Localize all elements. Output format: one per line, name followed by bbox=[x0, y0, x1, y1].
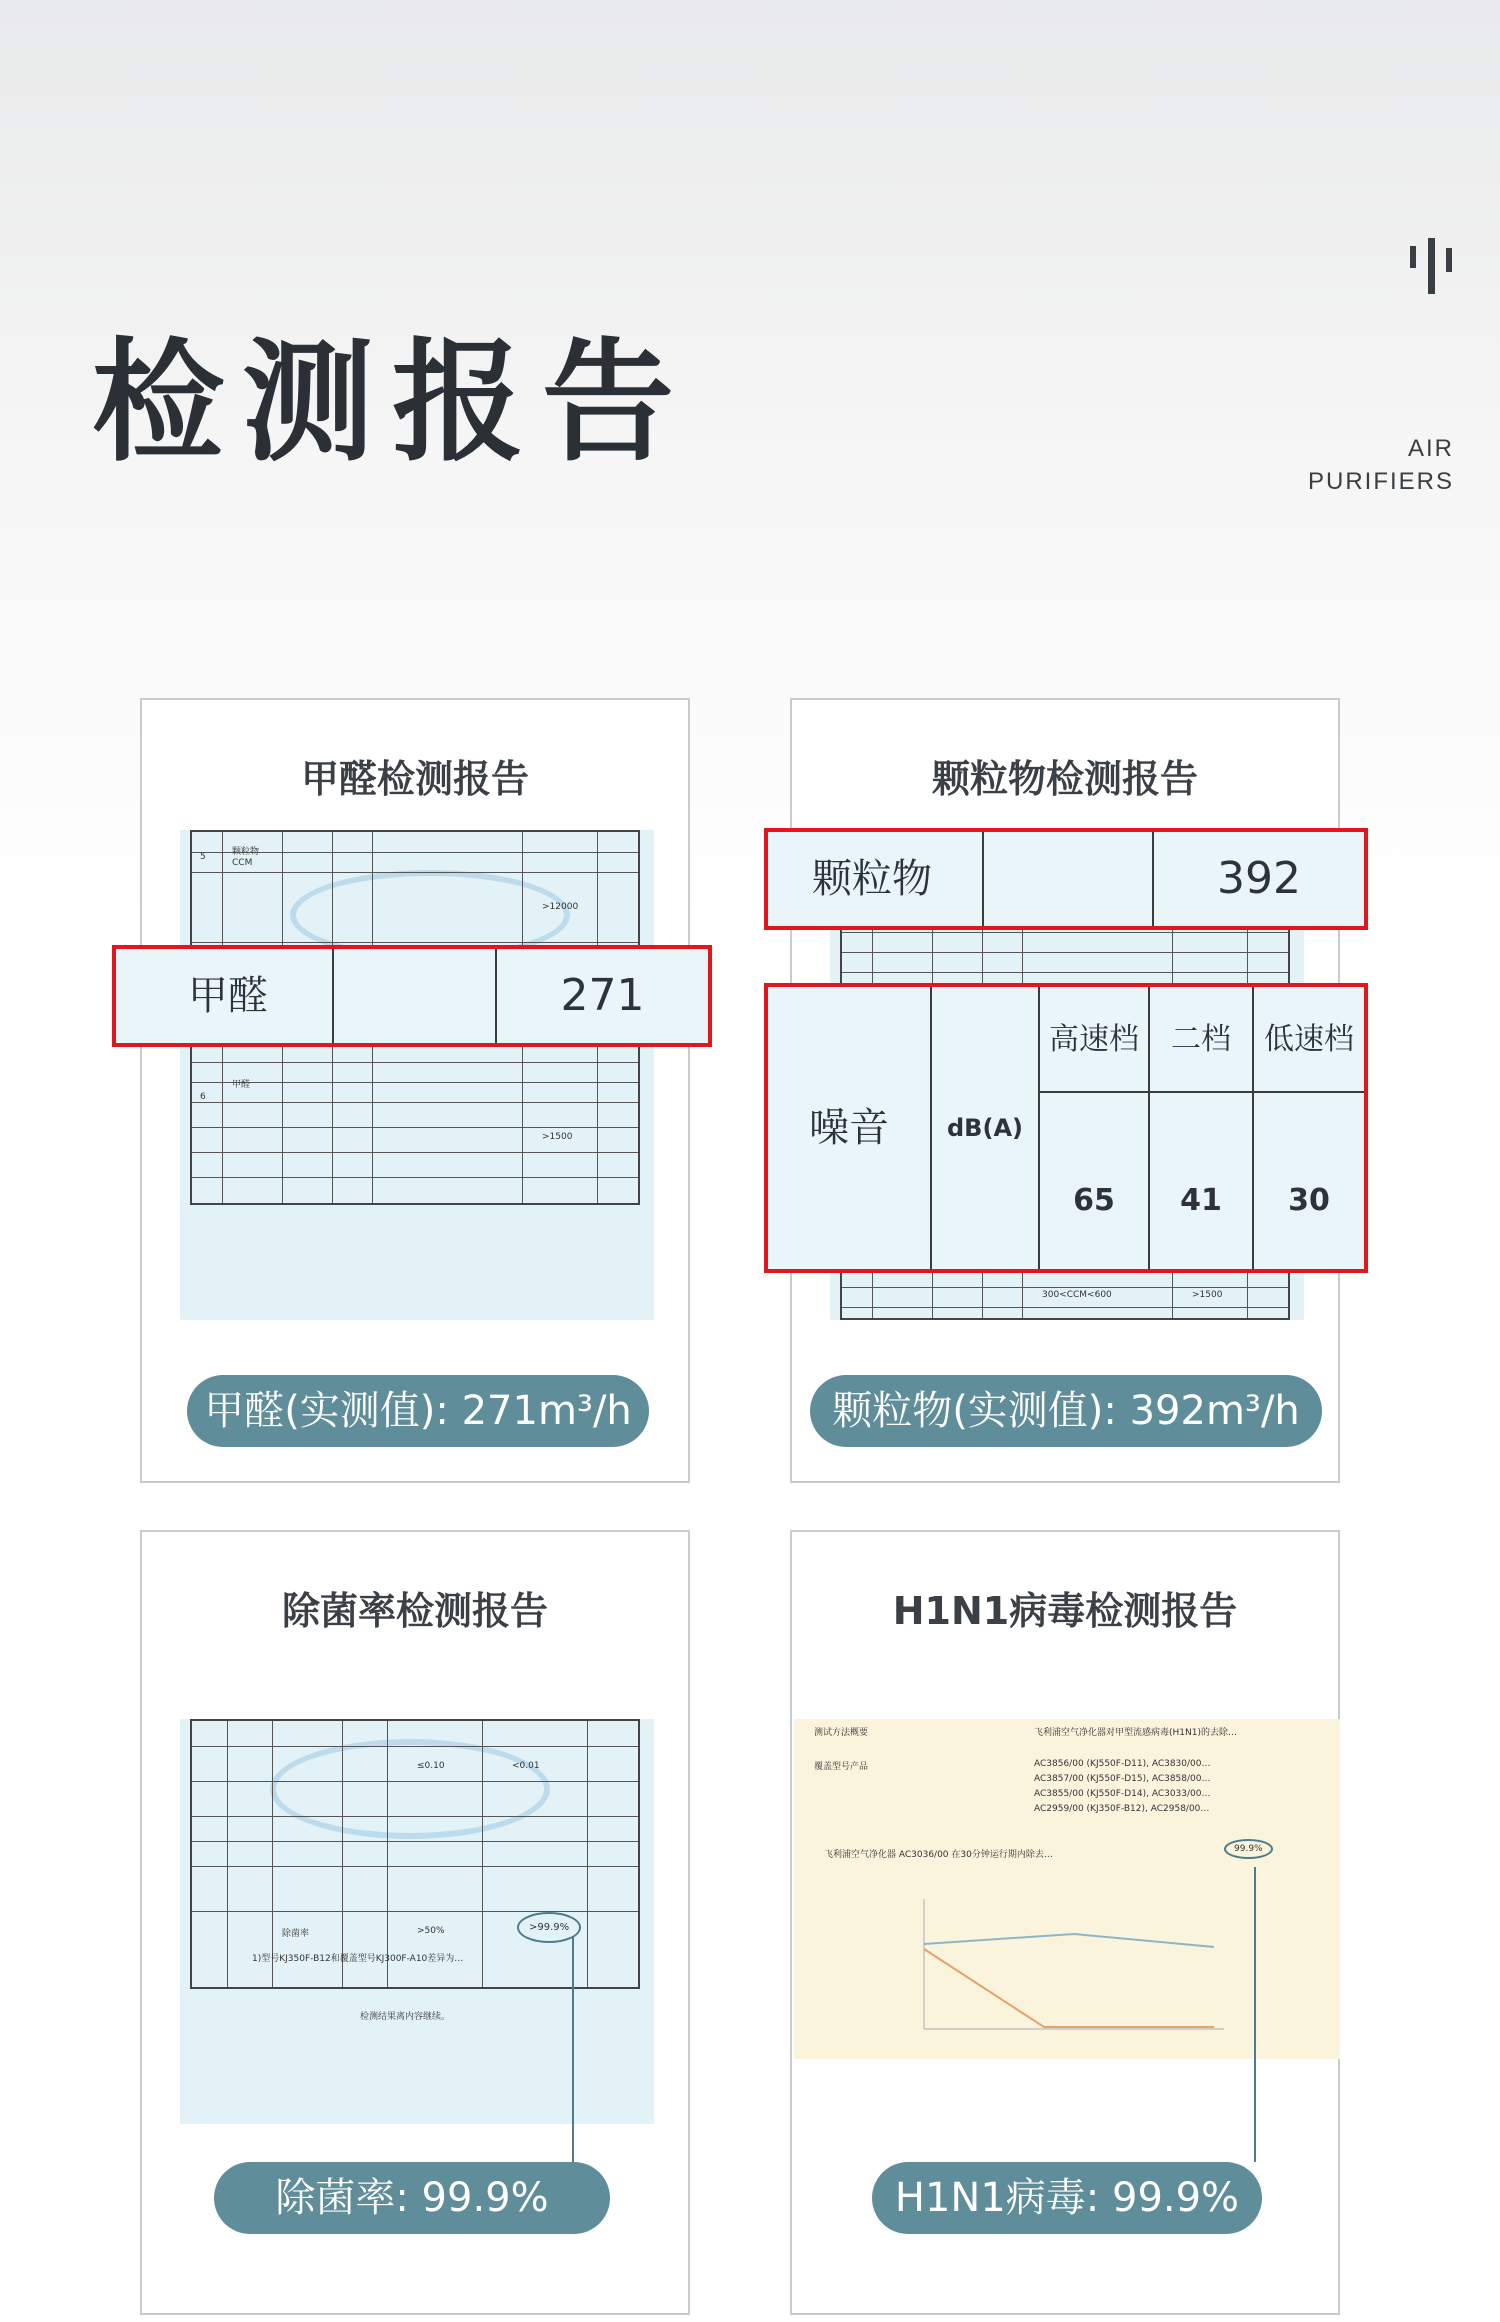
report-table: 颗粒物 CCM >12000 甲醛 >1500 6 5 bbox=[190, 830, 640, 1205]
formaldehyde-label: 甲醛 bbox=[116, 949, 334, 1043]
card-title: 颗粒物检测报告 bbox=[931, 757, 1198, 801]
report-card-formaldehyde[interactable] bbox=[140, 698, 690, 1483]
reduction-line-chart bbox=[914, 1889, 1234, 2039]
card-title: H1N1病毒检测报告 bbox=[892, 1589, 1238, 1633]
report-document-image: 测试方法概要 飞利浦空气净化器对甲型流感病毒(H1N1)的去除… 覆盖型号产品 AC3856/00 (KJ550F-D11), AC3830/00… AC3857/00 (KJ550F-D15), AC3858/00… AC3855/00 (KJ550F-D14), AC3033/00… AC2959/00 (KJ350F-B12), AC2958/00… 飞利浦空气净化器 AC3036/00 在30分钟运行期内除去… 99.9% bbox=[794, 1719, 1340, 2059]
formaldehyde-value: 271 bbox=[560, 970, 645, 1021]
card-title: 甲醛检测报告 bbox=[300, 757, 529, 801]
noise-value-low: 30 bbox=[1288, 1183, 1330, 1218]
formaldehyde-result-pill: 甲醛(实测值): 271m³/h bbox=[187, 1375, 649, 1447]
report-table: 除菌率 >50% ≤0.10 <0.01 1)型号KJ350F-B12和覆盖型号KJ300F-A10差异为… bbox=[190, 1719, 640, 1989]
report-card-h1n1[interactable] bbox=[790, 1530, 1340, 2315]
h1n1-result-pill: H1N1病毒: 99.9% bbox=[872, 2162, 1262, 2234]
noise-header-high: 高速档 bbox=[1040, 987, 1150, 1091]
circled-value: >99.9% bbox=[517, 1912, 581, 1943]
sterilization-result-pill: 除菌率: 99.9% bbox=[214, 2162, 610, 2234]
brand-subtitle bbox=[1308, 432, 1454, 498]
particulate-highlight-row bbox=[764, 828, 1368, 930]
noise-header-row bbox=[1040, 987, 1364, 1093]
report-card-particulate[interactable] bbox=[790, 698, 1354, 1483]
report-table: >1500 300<CCM<600 bbox=[840, 830, 1290, 1320]
empty-cell bbox=[984, 832, 1154, 926]
report-document-image: 除菌率 >50% ≤0.10 <0.01 1)型号KJ350F-B12和覆盖型号KJ300F-A10差异为… >99.9% 检测结果离内容继续。 bbox=[180, 1719, 654, 2124]
subtitle-line-1: AIR bbox=[1407, 435, 1454, 462]
particulate-value: 392 bbox=[1217, 853, 1301, 904]
noise-value-high: 65 bbox=[1040, 1093, 1150, 1269]
card-title: 除菌率检测报告 bbox=[281, 1589, 548, 1633]
noise-value-row bbox=[1040, 1093, 1364, 1269]
bar-logo-icon bbox=[1408, 238, 1456, 294]
empty-cell bbox=[334, 949, 497, 1043]
noise-header-low: 低速档 bbox=[1264, 1022, 1354, 1057]
subtitle-line-2: PURIFIERS bbox=[1307, 468, 1454, 495]
callout-line bbox=[1254, 1867, 1256, 2162]
particulate-result-pill: 颗粒物(实测值): 392m³/h bbox=[810, 1375, 1322, 1447]
report-card-sterilization[interactable] bbox=[140, 1530, 690, 2315]
callout-line bbox=[572, 1937, 574, 2162]
formaldehyde-highlight-row bbox=[112, 945, 712, 1047]
page-title: 检测报告 bbox=[92, 326, 692, 480]
noise-value-mid: 41 bbox=[1150, 1093, 1254, 1269]
noise-label: 噪音 bbox=[768, 987, 932, 1269]
noise-highlight-table bbox=[764, 983, 1368, 1273]
noise-header-mid: 二档 bbox=[1150, 987, 1254, 1091]
report-document-image bbox=[180, 830, 654, 1320]
circled-value: 99.9% bbox=[1224, 1839, 1273, 1859]
particulate-label: 颗粒物 bbox=[768, 832, 984, 926]
noise-unit: dB(A) bbox=[932, 987, 1040, 1269]
